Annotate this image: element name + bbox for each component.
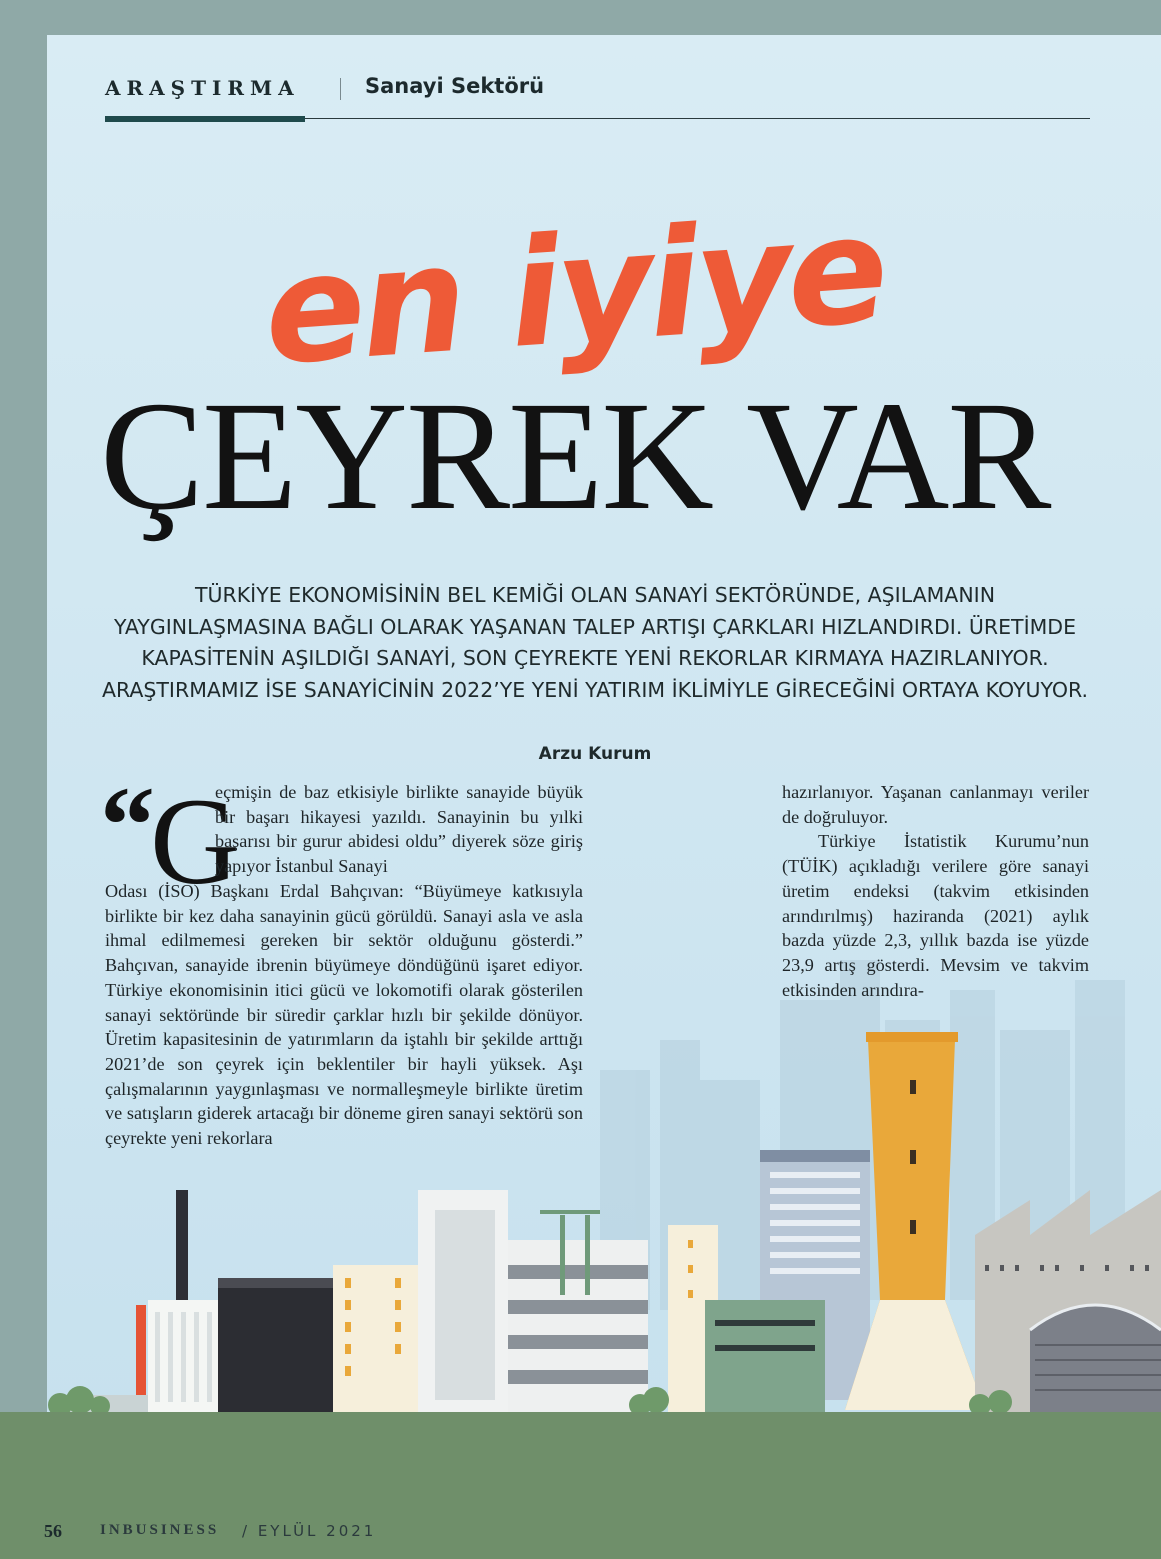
- page-number: 56: [44, 1521, 62, 1541]
- header-rule-accent: [105, 116, 305, 122]
- body-column-2: [782, 780, 1089, 1002]
- section-kicker: ARAŞTIRMA: [105, 76, 300, 100]
- body-paragraph: Türkiye İstatistik Kurumu’nun (TÜİK) açıkladığı verilere göre sanayi üretim endeksi (takvim etkisinden arındırılmış) haziranda (2021) aylık bazda yüzde 2,3, yıllık bazda ise yüzde 23,9 artış gösterdi. Mevsim ve takvim etkisinden arındıra-: [782, 831, 1089, 1000]
- headline: ÇEYREK VAR: [100, 369, 1050, 542]
- body-paragraph: hazırlanıyor. Yaşanan canlanmayı veriler de doğruluyor.: [782, 782, 1089, 827]
- body-column-1: [105, 879, 583, 1151]
- publication-name: INBUSINESS: [100, 1522, 220, 1538]
- issue-date: / EYLÜL 2021: [242, 1522, 377, 1540]
- body-column-1-intro: [215, 780, 583, 879]
- body-paragraph: eçmişin de baz etkisiyle birlikte sanayide büyük bir başarı hikayesi yazıldı. Sanayinin bu yılki başarısı bir gurur abidesi oldu” diyerek söze giriş yapıyor İstanbul Sanayi: [215, 782, 583, 877]
- quote-mark: “: [100, 764, 155, 886]
- section-name: Sanayi Sektörü: [365, 74, 545, 98]
- header-rule: [305, 118, 1090, 119]
- body-paragraph: Odası (İSO) Başkanı Erdal Bahçıvan: “Büyümeye katkısıyla birlikte bir kez daha sanayinin gücü görüldü. Sanayi asla ve asla ihmal edilmemesi gereken bir sektör olduğunu gösterdi.” Bahçıvan, sanayide ibrenin büyümeye döndüğünü işaret ediyor. Türkiye ekonomisinin itici gücü ve lokomotifi olarak gösterilen sanayi sektöründe bir süredir çarklar hızlı bir şekilde dönüyor. Üretim kapasitesinin de yatırımların da iştahlı bir şekilde arttığı 2021’de son çeyrek için beklentiler bir hayli yüksek. Aşı çalışmalarının yaygınlaşması ve normalleşmeyle birlikte üretim ve satışların giderek artacağı bir döneme giren sanayi sektörü son çeyrekte yeni rekorlara: [105, 881, 583, 1149]
- headline-script: en iyiye: [258, 183, 890, 398]
- author-byline: Arzu Kurum: [538, 744, 652, 764]
- kicker-divider: [340, 78, 341, 100]
- lead-paragraph: TÜRKİYE EKONOMİSİNİN BEL KEMİĞİ OLAN SANAYİ SEKTÖRÜNDE, AŞILAMANIN YAYGINLAŞMASINA BAĞLI OLARAK YAŞANAN TALEP ARTIŞI ÇARKLARI HIZLANDIRDI. ÜRETİMDE KAPASİTENİN AŞILDIĞI SANAYİ, SON ÇEYREKTE YENİ REKORLAR KIRMAYA HAZIRLANIYOR. ARAŞTIRMAMIZ İSE SANAYİCİNİN 2022’YE YENİ YATIRIM İKLİMİYLE GİRECEĞİNİ ORTAYA KOYUYOR.: [101, 583, 1089, 702]
- drop-cap: G: [150, 773, 240, 910]
